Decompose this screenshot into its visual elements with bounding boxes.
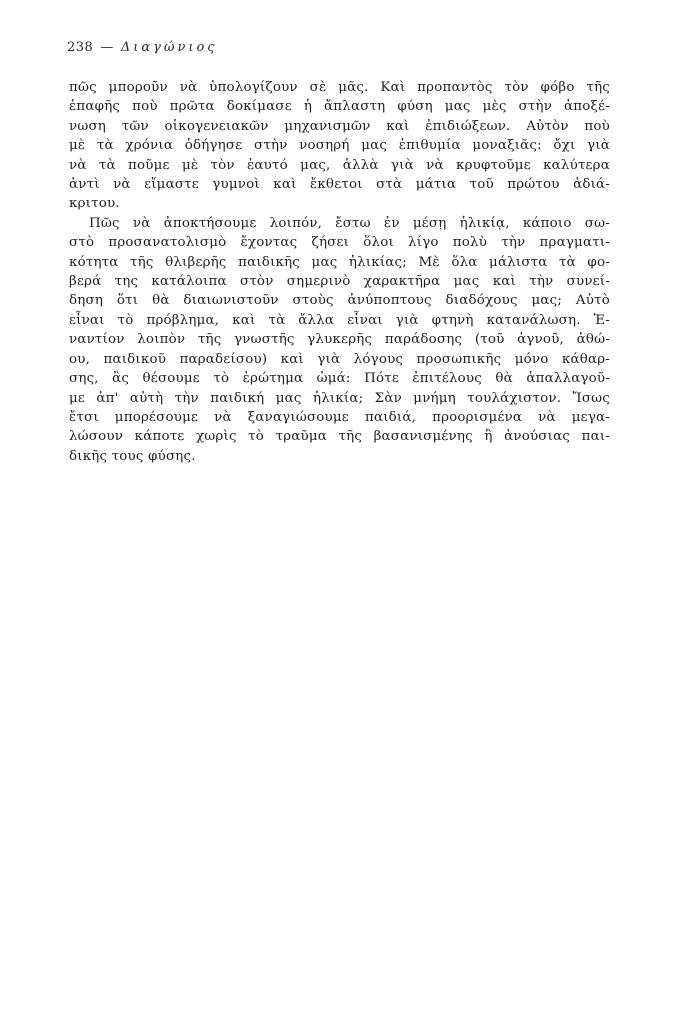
text-line: λώσουν κάποτε χωρὶς τὸ τραῦμα τῆς βασανισμένης ἢ ἀνούσιας παι- bbox=[69, 429, 610, 445]
header-separator: — bbox=[100, 40, 114, 55]
text-line: στὸ προσανατολισμὸ ἔχοντας ζήσει ὅλοι λίγο πολὺ τὴν πραγματι- bbox=[69, 235, 610, 251]
text-line: μὲ τὰ χρόνια ὁδήγησε στὴν νοσηρή μας ἐπιθυμία μοναξιᾶς: ὄχι γιὰ bbox=[69, 138, 610, 154]
text-line: ναντίον λοιπὸν τῆς γνωστῆς γλυκερῆς παράδοσης (τοῦ ἁγνοῦ, ἀθώ- bbox=[69, 332, 610, 348]
text-line: με ἀπ' αὐτὴ τὴν παιδική μας ἡλικία; Σὰν μνήμη τουλάχιστον. Ἴσως bbox=[69, 390, 610, 406]
text-line: κριτου. bbox=[69, 196, 120, 212]
text-line: σης, ἂς θέσουμε τὸ ἐρώτημα ὠμά: Πότε ἐπιτέλους θὰ ἀπαλλαγοῦ- bbox=[69, 371, 610, 387]
text-line: νὰ τὰ ποῦμε μὲ τὸν ἑαυτό μας, ἀλλὰ γιὰ νὰ κρυφτοῦμε καλύτερα bbox=[69, 157, 610, 173]
text-line: βερά της κατάλοιπα στὸν σημερινὸ χαρακτῆρα μας καὶ τὴν συνεί- bbox=[69, 274, 610, 290]
text-line: πῶς μποροῦν νὰ ὑπολογίζουν σὲ μᾶς. Καὶ προπαντὸς τὸν φόβο τῆς bbox=[69, 80, 610, 95]
text-line: ἀντὶ νὰ εἴμαστε γυμνοὶ καὶ ἔκθετοι στὰ μάτια τοῦ πρώτου ἀδιά- bbox=[69, 177, 610, 193]
paragraph-2 bbox=[69, 214, 610, 466]
text-line: ἐπαφῆς ποὺ πρῶτα δοκίμασε ἡ ἄπλαστη φύση μας μὲς στὴν ἀποξέ- bbox=[69, 99, 610, 115]
text-line: ἔτσι μπορέσουμε νὰ ξαναγιώσουμε παιδιά, προορισμένα νὰ μεγα- bbox=[69, 409, 610, 425]
page-number: 238 bbox=[67, 40, 94, 55]
running-header bbox=[67, 40, 218, 55]
text-line: εἶναι τὸ πρόβλημα, καὶ τὰ ἄλλα εἶναι γιὰ φτηνὴ κατανάλωση. Ἐ- bbox=[69, 312, 610, 328]
paragraph-1 bbox=[69, 78, 610, 214]
text-line: ου, παιδικοῦ παραδείσου) καὶ γιὰ λόγους προσωπικῆς μόνο κάθαρ- bbox=[69, 351, 610, 367]
text-line: Πῶς νὰ ἀποκτήσουμε λοιπόν, ἔστω ἐν μέσῃ ἡλικίᾳ, κάποιο σω- bbox=[89, 215, 610, 231]
text-line: δηση ὅτι θὰ διαιωνιστοῦν στοὺς ἀνύποπτους διαδόχους μας; Αὐτὸ bbox=[69, 293, 610, 309]
journal-title: Διαγώνιος bbox=[120, 40, 218, 55]
text-line: νωση τῶν οἰκογενειακῶν μηχανισμῶν καὶ ἐπιδιώξεων. Αὐτὸν ποὺ bbox=[69, 118, 610, 134]
text-line: κότητα τῆς θλιβερῆς παιδικῆς μας ἡλικίας; Μὲ ὅλα μάλιστα τὰ φο- bbox=[69, 254, 610, 270]
text-line: δικῆς τους φύσης. bbox=[69, 448, 196, 464]
body-text bbox=[69, 78, 610, 466]
